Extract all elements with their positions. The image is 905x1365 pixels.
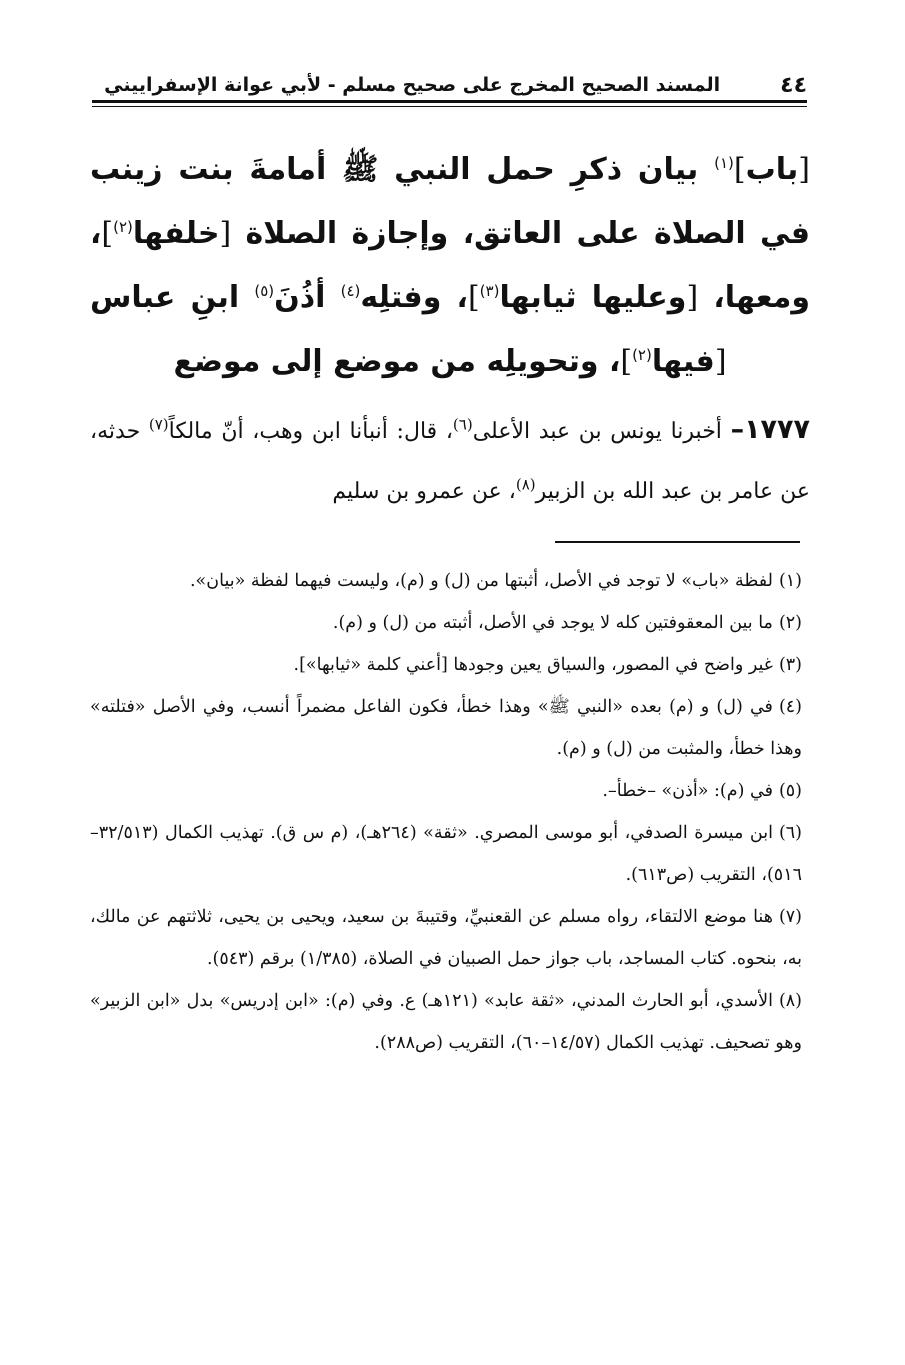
chapter-title-part: بيان ذكرِ حمل النبي ﷺ أمامةَ بنت زينب في الصلاة على العاتق، وإجازة الصلاة <box>90 152 810 251</box>
bracket-open: [ <box>686 280 699 315</box>
footnote-text: في (ل) و (م) بعده «النبي ﷺ» وهذا خطأ، فكون الفاعل مضمراً أنسب، وفي الأصل «فتلته» وهذا خطأ، والمثبت من (ل) و (م). <box>90 697 802 759</box>
page-number: ٤٤ <box>780 72 807 98</box>
bracket-close: ] <box>101 216 114 251</box>
footnote-ref[interactable]: (١) <box>714 154 734 172</box>
footnote <box>90 812 802 896</box>
footnote-number: (٣) <box>778 655 802 675</box>
bracket-open: [ <box>798 152 810 187</box>
footnote-text: هنا موضع الالتقاء، رواه مسلم عن القعنبيِّ، وقتيبةَ بن سعيد، ويحيى بن يحيى، ثلاثتهم عن مالك، به، بنحوه. كتاب المساجد، باب جواز حمل الصبيان في الصلاة، (١/٣٨٥) برقم (٥٤٣). <box>90 907 802 969</box>
footnote <box>90 896 802 980</box>
bracket-open: [ <box>219 216 232 251</box>
footnote-ref[interactable]: (٧) <box>148 415 169 434</box>
header-rule <box>92 100 807 103</box>
footnote-ref[interactable]: (٦) <box>452 415 473 434</box>
hadith-number: ١٧٧٧ <box>744 414 810 445</box>
hadith-paragraph <box>90 400 810 522</box>
hadith-text: حدثه، عن عامر بن عبد الله بن الزبير <box>90 419 810 504</box>
bracket-open: [ <box>714 344 727 379</box>
footnote <box>90 980 802 1064</box>
chapter-title-part: أذُنَ <box>274 280 326 315</box>
footnote-number: (٨) <box>778 991 802 1011</box>
hadith-text: ، قال: أنبأنا ابن وهب، أنّ مالكاً <box>168 419 453 444</box>
footnote-ref[interactable]: (٥) <box>254 282 275 300</box>
hadith-text: أخبرنا يونس بن عبد الأعلى <box>472 419 722 444</box>
chapter-title-part: ابنِ عباس <box>90 280 240 315</box>
footnote-ref[interactable]: (٨) <box>515 475 536 494</box>
chapter-title-part: ، ومعها، <box>90 216 810 315</box>
chapter-title <box>90 138 810 394</box>
footnote-ref[interactable]: (٣) <box>479 282 500 300</box>
footnote-number: (٦) <box>778 823 802 843</box>
footnote <box>90 686 802 770</box>
footnote <box>90 644 802 686</box>
footnote-text: غير واضح في المصور، والسياق يعين وجودها [أعني كلمة «ثيابها»]. <box>293 655 773 675</box>
chapter-bracketed-word: وعليها ثيابها <box>499 280 687 315</box>
footnote-number: (٧) <box>778 907 802 927</box>
footnote <box>90 560 802 602</box>
footnote-ref[interactable]: (٢) <box>632 346 652 364</box>
footnote <box>90 602 802 644</box>
footnote-number: (٥) <box>778 781 802 801</box>
footnote <box>90 770 802 812</box>
footnote-text: ابن ميسرة الصدفي، أبو موسى المصري. «ثقة» (٢٦٤هـ)، (م س ق). تهذيب الكمال (٣٢/٥١٣–٥١٦)، التقريب (ص٦١٣). <box>90 823 802 885</box>
bracket-close: ] <box>620 344 633 379</box>
hadith-text: ، عن عمرو بن سليم <box>332 479 516 504</box>
footnote-number: (١) <box>778 571 802 591</box>
footnote-number: (٢) <box>778 613 802 633</box>
footnote-text: ما بين المعقوفتين كله لا يوجد في الأصل، أثبته من (ل) و (م). <box>332 613 773 633</box>
footnote-text: لفظة «باب» لا توجد في الأصل، أثبتها من (ل) و (م)، وليست فيهما لفظة «بيان». <box>189 571 773 591</box>
header-rule-thin <box>92 106 807 107</box>
footnote-ref[interactable]: (٢) <box>113 218 133 236</box>
footnote-number: (٤) <box>778 697 802 717</box>
bracket-close: ] <box>733 152 746 187</box>
chapter-bracketed-word: خلفها <box>132 216 220 251</box>
running-head <box>92 70 807 100</box>
footnote-text: الأسدي، أبو الحارث المدني، «ثقة عابد» (١٢١هـ) ع. وفي (م): «ابن إدريس» بدل «ابن الزبير» وهو تصحيف. تهذيب الكمال (١٤/٥٧–٦٠)، التقريب (ص٢٨٨). <box>90 991 802 1053</box>
footnote-text: في (م): «أذن» –خطأ–. <box>602 781 773 801</box>
chapter-title-part: ، وتحويلِه من موضع إلى موضع <box>173 344 621 379</box>
running-head-title: المسند الصحيح المخرج على صحيح مسلم - لأبي عوانة الإسفراييني <box>104 74 721 96</box>
footnote-divider <box>555 541 800 543</box>
footnotes-section <box>90 560 802 1064</box>
chapter-bracketed-word: فيها <box>651 344 715 379</box>
hadith-dash: – <box>730 414 745 445</box>
chapter-bab: باب <box>745 152 799 187</box>
footnote-ref[interactable]: (٤) <box>340 282 361 300</box>
bracket-close: ] <box>467 280 480 315</box>
chapter-title-part: ، وفتلِه <box>360 280 468 315</box>
